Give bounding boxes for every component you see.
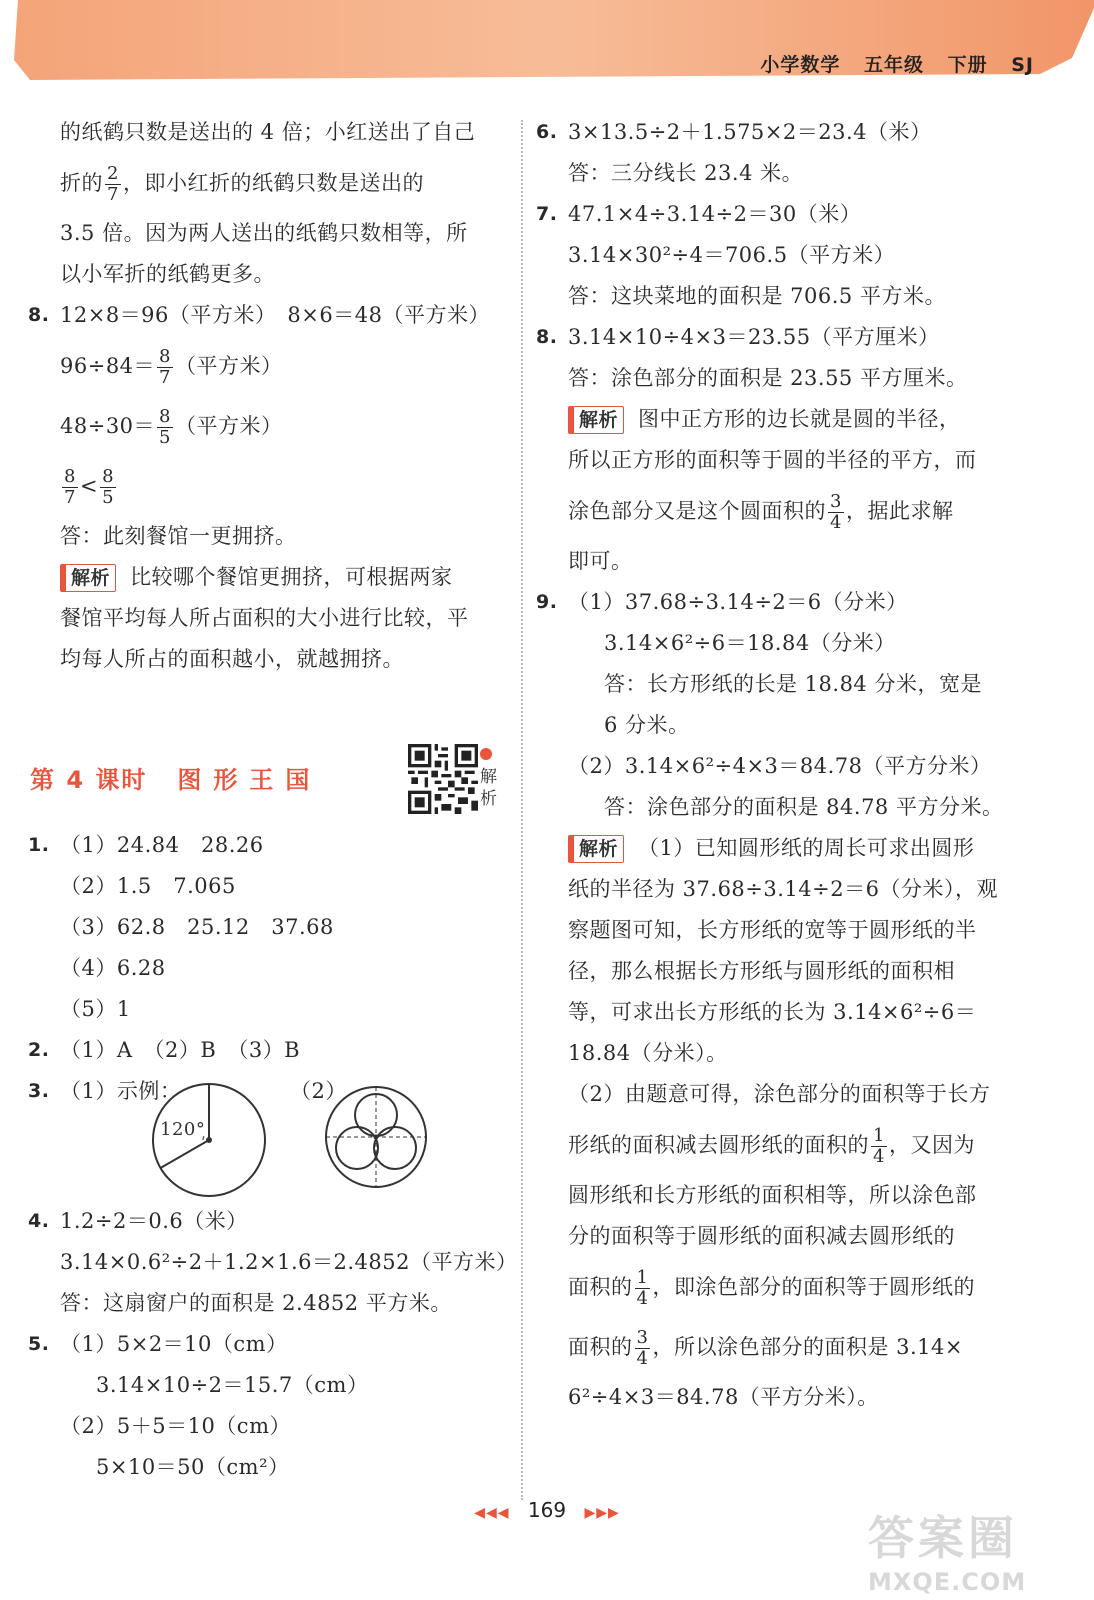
text-span: （1）已知圆形纸的周长可求出圆形 bbox=[638, 836, 975, 860]
denominator: 4 bbox=[636, 1288, 649, 1309]
text-span: 48÷30＝ bbox=[60, 414, 156, 438]
text-span: ，据此求解 bbox=[845, 499, 954, 523]
question-number: 6. bbox=[536, 121, 558, 143]
text-span: 面积的 bbox=[568, 1335, 633, 1359]
compare-operator: < bbox=[79, 474, 99, 498]
text-span: 3×13.5÷2＋1.575×2＝23.4（米） bbox=[568, 120, 932, 144]
analysis-line: 等，可求出长方形纸的长为 3.14×6²÷6＝ bbox=[568, 1000, 977, 1024]
fraction bbox=[157, 407, 173, 448]
circles-diagram bbox=[320, 1081, 432, 1193]
denominator: 4 bbox=[830, 512, 842, 533]
header-volume: 下册 bbox=[947, 54, 988, 76]
qr-label bbox=[480, 744, 497, 810]
analysis-line: 6²÷4×3＝84.78（平方分米）。 bbox=[568, 1385, 879, 1409]
answer-line: 答：涂色部分的面积是 23.55 平方厘米。 bbox=[568, 366, 968, 390]
text-span: 折的 bbox=[60, 171, 103, 195]
fraction bbox=[635, 1268, 651, 1309]
question-number: 1. bbox=[28, 834, 50, 856]
analysis-line bbox=[536, 1317, 1036, 1377]
fraction bbox=[62, 467, 78, 508]
right-column bbox=[536, 112, 1036, 1418]
question-number: 4. bbox=[28, 1210, 50, 1232]
text-span: 比较哪个餐馆更拥挤，可根据两家 bbox=[130, 565, 453, 589]
analysis-line: 所以正方形的面积等于圆的半径的平方，而 bbox=[568, 448, 977, 472]
answer-line: 答：这块菜地的面积是 706.5 平方米。 bbox=[568, 284, 946, 308]
analysis-tag: 解析 bbox=[568, 835, 624, 863]
analysis-line: 18.84（分米）。 bbox=[568, 1041, 728, 1065]
text-span: 图中正方形的边长就是圆的半径， bbox=[638, 407, 961, 431]
text-span: （1）24.84 28.26 bbox=[60, 833, 264, 857]
fraction bbox=[157, 347, 173, 388]
q1-line bbox=[28, 825, 508, 866]
q4-line: 答：这扇窗户的面积是 2.4852 平方米。 bbox=[60, 1291, 452, 1315]
fraction bbox=[871, 1126, 887, 1167]
q1-line: （3）62.8 25.12 37.68 bbox=[60, 915, 334, 939]
q8-line bbox=[28, 336, 508, 396]
qr-label-text: 析 bbox=[480, 789, 497, 809]
question-number: 9. bbox=[536, 591, 558, 613]
angle-label: 120° bbox=[160, 1119, 206, 1140]
text-line: 的纸鹤只数是送出的 4 倍；小红送出了自己 bbox=[60, 120, 476, 144]
question-number: 7. bbox=[536, 203, 558, 225]
analysis-line: 径，那么根据长方形纸与圆形纸的面积相 bbox=[568, 959, 955, 983]
text-span: 1.2÷2＝0.6（米） bbox=[60, 1209, 248, 1233]
numerator: 1 bbox=[873, 1125, 885, 1146]
next-arrows-icon: ▶▶▶ bbox=[584, 1505, 620, 1521]
numerator: 8 bbox=[102, 466, 115, 487]
fraction bbox=[105, 164, 121, 205]
answer-line: 答：此刻餐馆一更拥挤。 bbox=[60, 524, 297, 548]
text-span: 3.14×10÷4×3＝23.55（平方厘米） bbox=[568, 325, 940, 349]
watermark-url: MXQE.COM bbox=[868, 1568, 1027, 1596]
watermark-text: 答案圈 bbox=[868, 1511, 1018, 1565]
text-span: （1）37.68÷3.14÷2＝6（分米） bbox=[568, 590, 908, 614]
column-divider bbox=[521, 120, 523, 1500]
answer-line: 答：涂色部分的面积是 84.78 平方分米。 bbox=[604, 795, 1004, 819]
q7-line: 3.14×30²÷4＝706.5（平方米） bbox=[568, 243, 896, 267]
question-number: 3. bbox=[28, 1080, 50, 1102]
fraction bbox=[828, 492, 844, 533]
analysis-line bbox=[536, 828, 1036, 869]
q6-line bbox=[536, 112, 1036, 153]
q1-line: （5）1 bbox=[60, 997, 131, 1021]
analysis-line: 餐馆平均每人所占面积的大小进行比较，平 bbox=[60, 606, 469, 630]
analysis-line: 圆形纸和长方形纸的面积相等，所以涂色部 bbox=[568, 1183, 977, 1207]
text-span: （平方米） bbox=[175, 414, 283, 438]
analysis-line: （2）由题意可得，涂色部分的面积等于长方 bbox=[568, 1082, 991, 1106]
q2-line bbox=[28, 1030, 508, 1071]
numerator: 8 bbox=[64, 466, 76, 487]
question-number: 8. bbox=[536, 326, 558, 348]
analysis-line bbox=[536, 399, 1036, 440]
question-number: 5. bbox=[28, 1333, 50, 1355]
denominator: 5 bbox=[159, 427, 171, 448]
fraction bbox=[635, 1328, 651, 1369]
header-band bbox=[0, 0, 1094, 80]
answer-line: 答：长方形纸的长是 18.84 分米，宽是 bbox=[604, 672, 982, 696]
numerator: 8 bbox=[159, 406, 171, 427]
q4-line bbox=[28, 1201, 508, 1242]
text-span: 涂色部分又是这个圆面积的 bbox=[568, 499, 826, 523]
denominator: 5 bbox=[102, 487, 115, 508]
lesson-number: 第 4 课时 bbox=[30, 766, 148, 794]
text-span: 面积的 bbox=[568, 1275, 633, 1299]
text-span: （1）示例： bbox=[60, 1079, 182, 1103]
qr-label-text: 解 bbox=[480, 767, 497, 787]
q5-line: 3.14×10÷2＝15.7（cm） bbox=[96, 1373, 369, 1397]
fraction bbox=[100, 467, 116, 508]
answer-line: 答：三分线长 23.4 米。 bbox=[568, 161, 804, 185]
q8-line bbox=[28, 396, 508, 456]
denominator: 7 bbox=[64, 487, 76, 508]
denominator: 7 bbox=[107, 184, 119, 205]
question-number: 8. bbox=[28, 304, 50, 326]
text-span: 96÷84＝ bbox=[60, 354, 156, 378]
q8-compare-line bbox=[28, 456, 508, 516]
left-column-lower bbox=[28, 825, 518, 1488]
numerator: 3 bbox=[830, 491, 842, 512]
q5-line: （2）5＋5＝10（cm） bbox=[60, 1414, 291, 1438]
lesson-title: 图形王国 bbox=[177, 766, 322, 794]
text-span: 12×8＝96（平方米） 8×6＝48（平方米） bbox=[60, 303, 490, 327]
analysis-tag: 解析 bbox=[568, 406, 624, 434]
q8-line bbox=[536, 317, 1036, 358]
q5-line bbox=[28, 1324, 508, 1365]
watermark bbox=[868, 1502, 1058, 1596]
header-tags bbox=[744, 50, 1034, 77]
q5-line: 5×10＝50（cm²） bbox=[96, 1455, 290, 1479]
numerator: 2 bbox=[107, 163, 119, 184]
q7-line bbox=[536, 194, 1036, 235]
denominator: 4 bbox=[873, 1146, 885, 1167]
text-span: 47.1×4÷3.14÷2＝30（米） bbox=[568, 202, 862, 226]
text-span: （平方米） bbox=[175, 354, 283, 378]
q9-line bbox=[536, 582, 1036, 623]
q4-line: 3.14×0.6²÷2＋1.2×1.6＝2.4852（平方米） bbox=[60, 1250, 518, 1274]
text-span: ，所以涂色部分的面积是 3.14× bbox=[652, 1335, 963, 1359]
prev-arrows-icon: ◀◀◀ bbox=[474, 1505, 510, 1521]
q8-line bbox=[28, 295, 508, 336]
numerator: 1 bbox=[636, 1267, 649, 1288]
analysis-line bbox=[28, 557, 508, 598]
denominator: 4 bbox=[636, 1348, 649, 1369]
question-number: 2. bbox=[28, 1039, 50, 1061]
text-span: （1）A （2）B （3）B bbox=[60, 1038, 301, 1062]
analysis-line: 分的面积等于圆形纸的面积减去圆形纸的 bbox=[568, 1224, 955, 1248]
numerator: 8 bbox=[159, 346, 171, 367]
text-span: （1）5×2＝10（cm） bbox=[60, 1332, 288, 1356]
lesson-heading bbox=[30, 760, 321, 795]
text-span: 形纸的面积减去圆形纸的面积的 bbox=[568, 1133, 869, 1157]
analysis-line: 即可。 bbox=[568, 549, 633, 573]
qr-code[interactable] bbox=[408, 744, 478, 814]
text-line: 以小军折的纸鹤更多。 bbox=[60, 262, 275, 286]
page-number: 169 bbox=[527, 1498, 567, 1522]
q9-line: （2）3.14×6²÷4×3＝84.78（平方分米） bbox=[568, 754, 992, 778]
analysis-line bbox=[536, 1257, 1036, 1317]
text-line: 3.5 倍。因为两人送出的纸鹤只数相等，所 bbox=[60, 221, 468, 245]
circle-sector-diagram bbox=[148, 1079, 270, 1201]
left-column bbox=[28, 112, 508, 680]
denominator: 7 bbox=[159, 367, 171, 388]
analysis-line: 察题图可知，长方形纸的宽等于圆形纸的半 bbox=[568, 918, 977, 942]
header-grade: 五年级 bbox=[863, 54, 924, 76]
text-line bbox=[28, 153, 508, 213]
analysis-tag: 解析 bbox=[60, 564, 116, 592]
header-edition: SJ bbox=[1011, 54, 1034, 76]
analysis-line: 均每人所占的面积越小，就越拥挤。 bbox=[60, 647, 404, 671]
text-span: ，又因为 bbox=[888, 1133, 975, 1157]
q9-line: 3.14×6²÷6＝18.84（分米） bbox=[604, 631, 896, 655]
analysis-line: 纸的半径为 37.68÷3.14÷2＝6（分米），观 bbox=[568, 877, 998, 901]
q1-line: （2）1.5 7.065 bbox=[60, 874, 236, 898]
text-span: ，即涂色部分的面积等于圆形纸的 bbox=[652, 1275, 975, 1299]
text-span: （2） bbox=[290, 1079, 347, 1103]
q1-line: （4）6.28 bbox=[60, 956, 166, 980]
numerator: 3 bbox=[636, 1327, 649, 1348]
q3-line bbox=[28, 1071, 508, 1201]
text-span: ，即小红折的纸鹤只数是送出的 bbox=[122, 171, 424, 195]
analysis-line bbox=[536, 1115, 1036, 1175]
header-subject: 小学数学 bbox=[760, 54, 841, 76]
answer-line: 6 分米。 bbox=[604, 713, 690, 737]
analysis-line bbox=[536, 481, 1036, 541]
play-icon bbox=[480, 748, 492, 760]
